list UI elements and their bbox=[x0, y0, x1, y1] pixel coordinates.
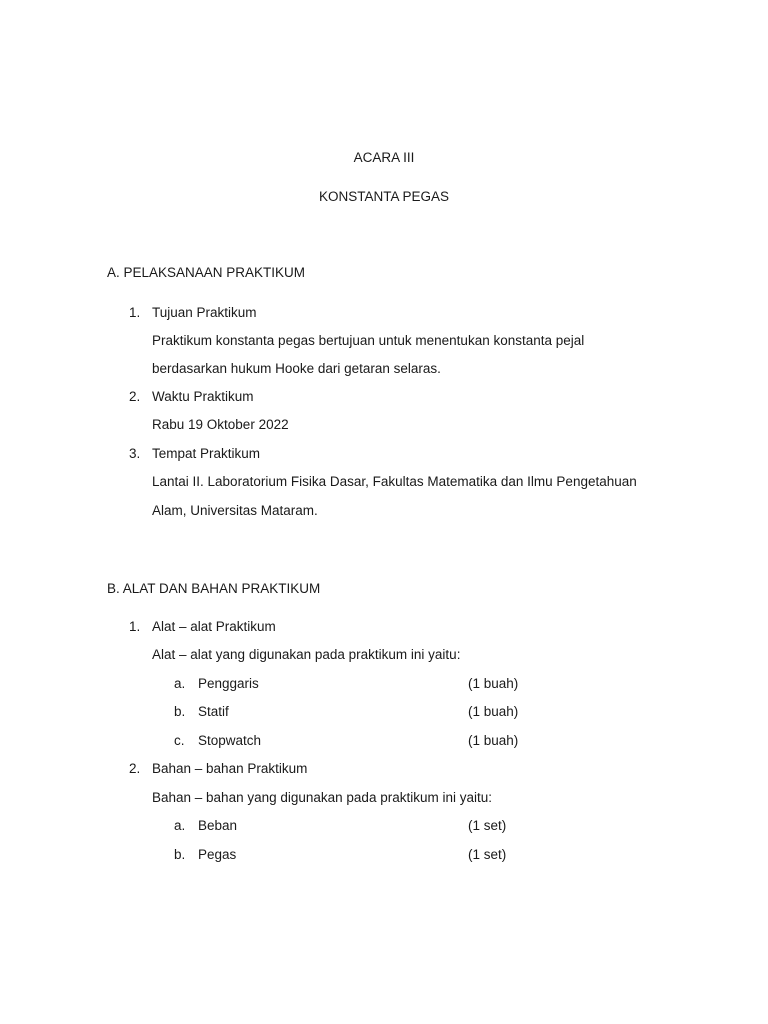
list-number: 1. bbox=[129, 619, 141, 634]
item-text: Lantai II. Laboratorium Fisika Dasar, Fakultas Matematika dan Ilmu Pengetahuan bbox=[152, 474, 637, 489]
group-label: Bahan – bahan Praktikum bbox=[152, 761, 308, 776]
entry-qty: (1 set) bbox=[468, 818, 507, 833]
section-b-heading: B. ALAT DAN BAHAN PRAKTIKUM bbox=[107, 581, 321, 596]
entry-name: Stopwatch bbox=[198, 733, 262, 748]
entry-name: Beban bbox=[198, 818, 238, 833]
item-text: Praktikum konstanta pegas bertujuan untuk menentukan konstanta pejal bbox=[152, 333, 585, 348]
entry-name: Penggaris bbox=[198, 676, 259, 691]
entry-qty: (1 buah) bbox=[468, 733, 519, 748]
entry-qty: (1 buah) bbox=[468, 704, 519, 719]
item-label: Tempat Praktikum bbox=[152, 446, 261, 461]
entry-letter: c. bbox=[174, 733, 185, 748]
item-text: Alam, Universitas Mataram. bbox=[152, 503, 318, 518]
item-text: berdasarkan hukum Hooke dari getaran selaras. bbox=[152, 361, 441, 376]
item-label: Tujuan Praktikum bbox=[152, 305, 257, 320]
entry-letter: b. bbox=[174, 847, 186, 862]
entry-qty: (1 buah) bbox=[468, 676, 519, 691]
list-number: 1. bbox=[129, 305, 141, 320]
list-number: 2. bbox=[129, 761, 141, 776]
entry-name: Statif bbox=[198, 704, 229, 719]
item-label: Waktu Praktikum bbox=[152, 389, 254, 404]
list-number: 3. bbox=[129, 446, 141, 461]
group-intro: Alat – alat yang digunakan pada praktikum ini yaitu: bbox=[152, 647, 461, 662]
document-title: ACARA III bbox=[353, 150, 415, 165]
section-a-heading: A. PELAKSANAAN PRAKTIKUM bbox=[107, 265, 306, 280]
document-subtitle: KONSTANTA PEGAS bbox=[318, 189, 450, 204]
group-intro: Bahan – bahan yang digunakan pada praktikum ini yaitu: bbox=[152, 790, 492, 805]
entry-letter: b. bbox=[174, 704, 186, 719]
item-text: Rabu 19 Oktober 2022 bbox=[152, 417, 289, 432]
entry-name: Pegas bbox=[198, 847, 237, 862]
entry-qty: (1 set) bbox=[468, 847, 507, 862]
group-label: Alat – alat Praktikum bbox=[152, 619, 276, 634]
entry-letter: a. bbox=[174, 676, 186, 691]
entry-letter: a. bbox=[174, 818, 186, 833]
list-number: 2. bbox=[129, 389, 141, 404]
